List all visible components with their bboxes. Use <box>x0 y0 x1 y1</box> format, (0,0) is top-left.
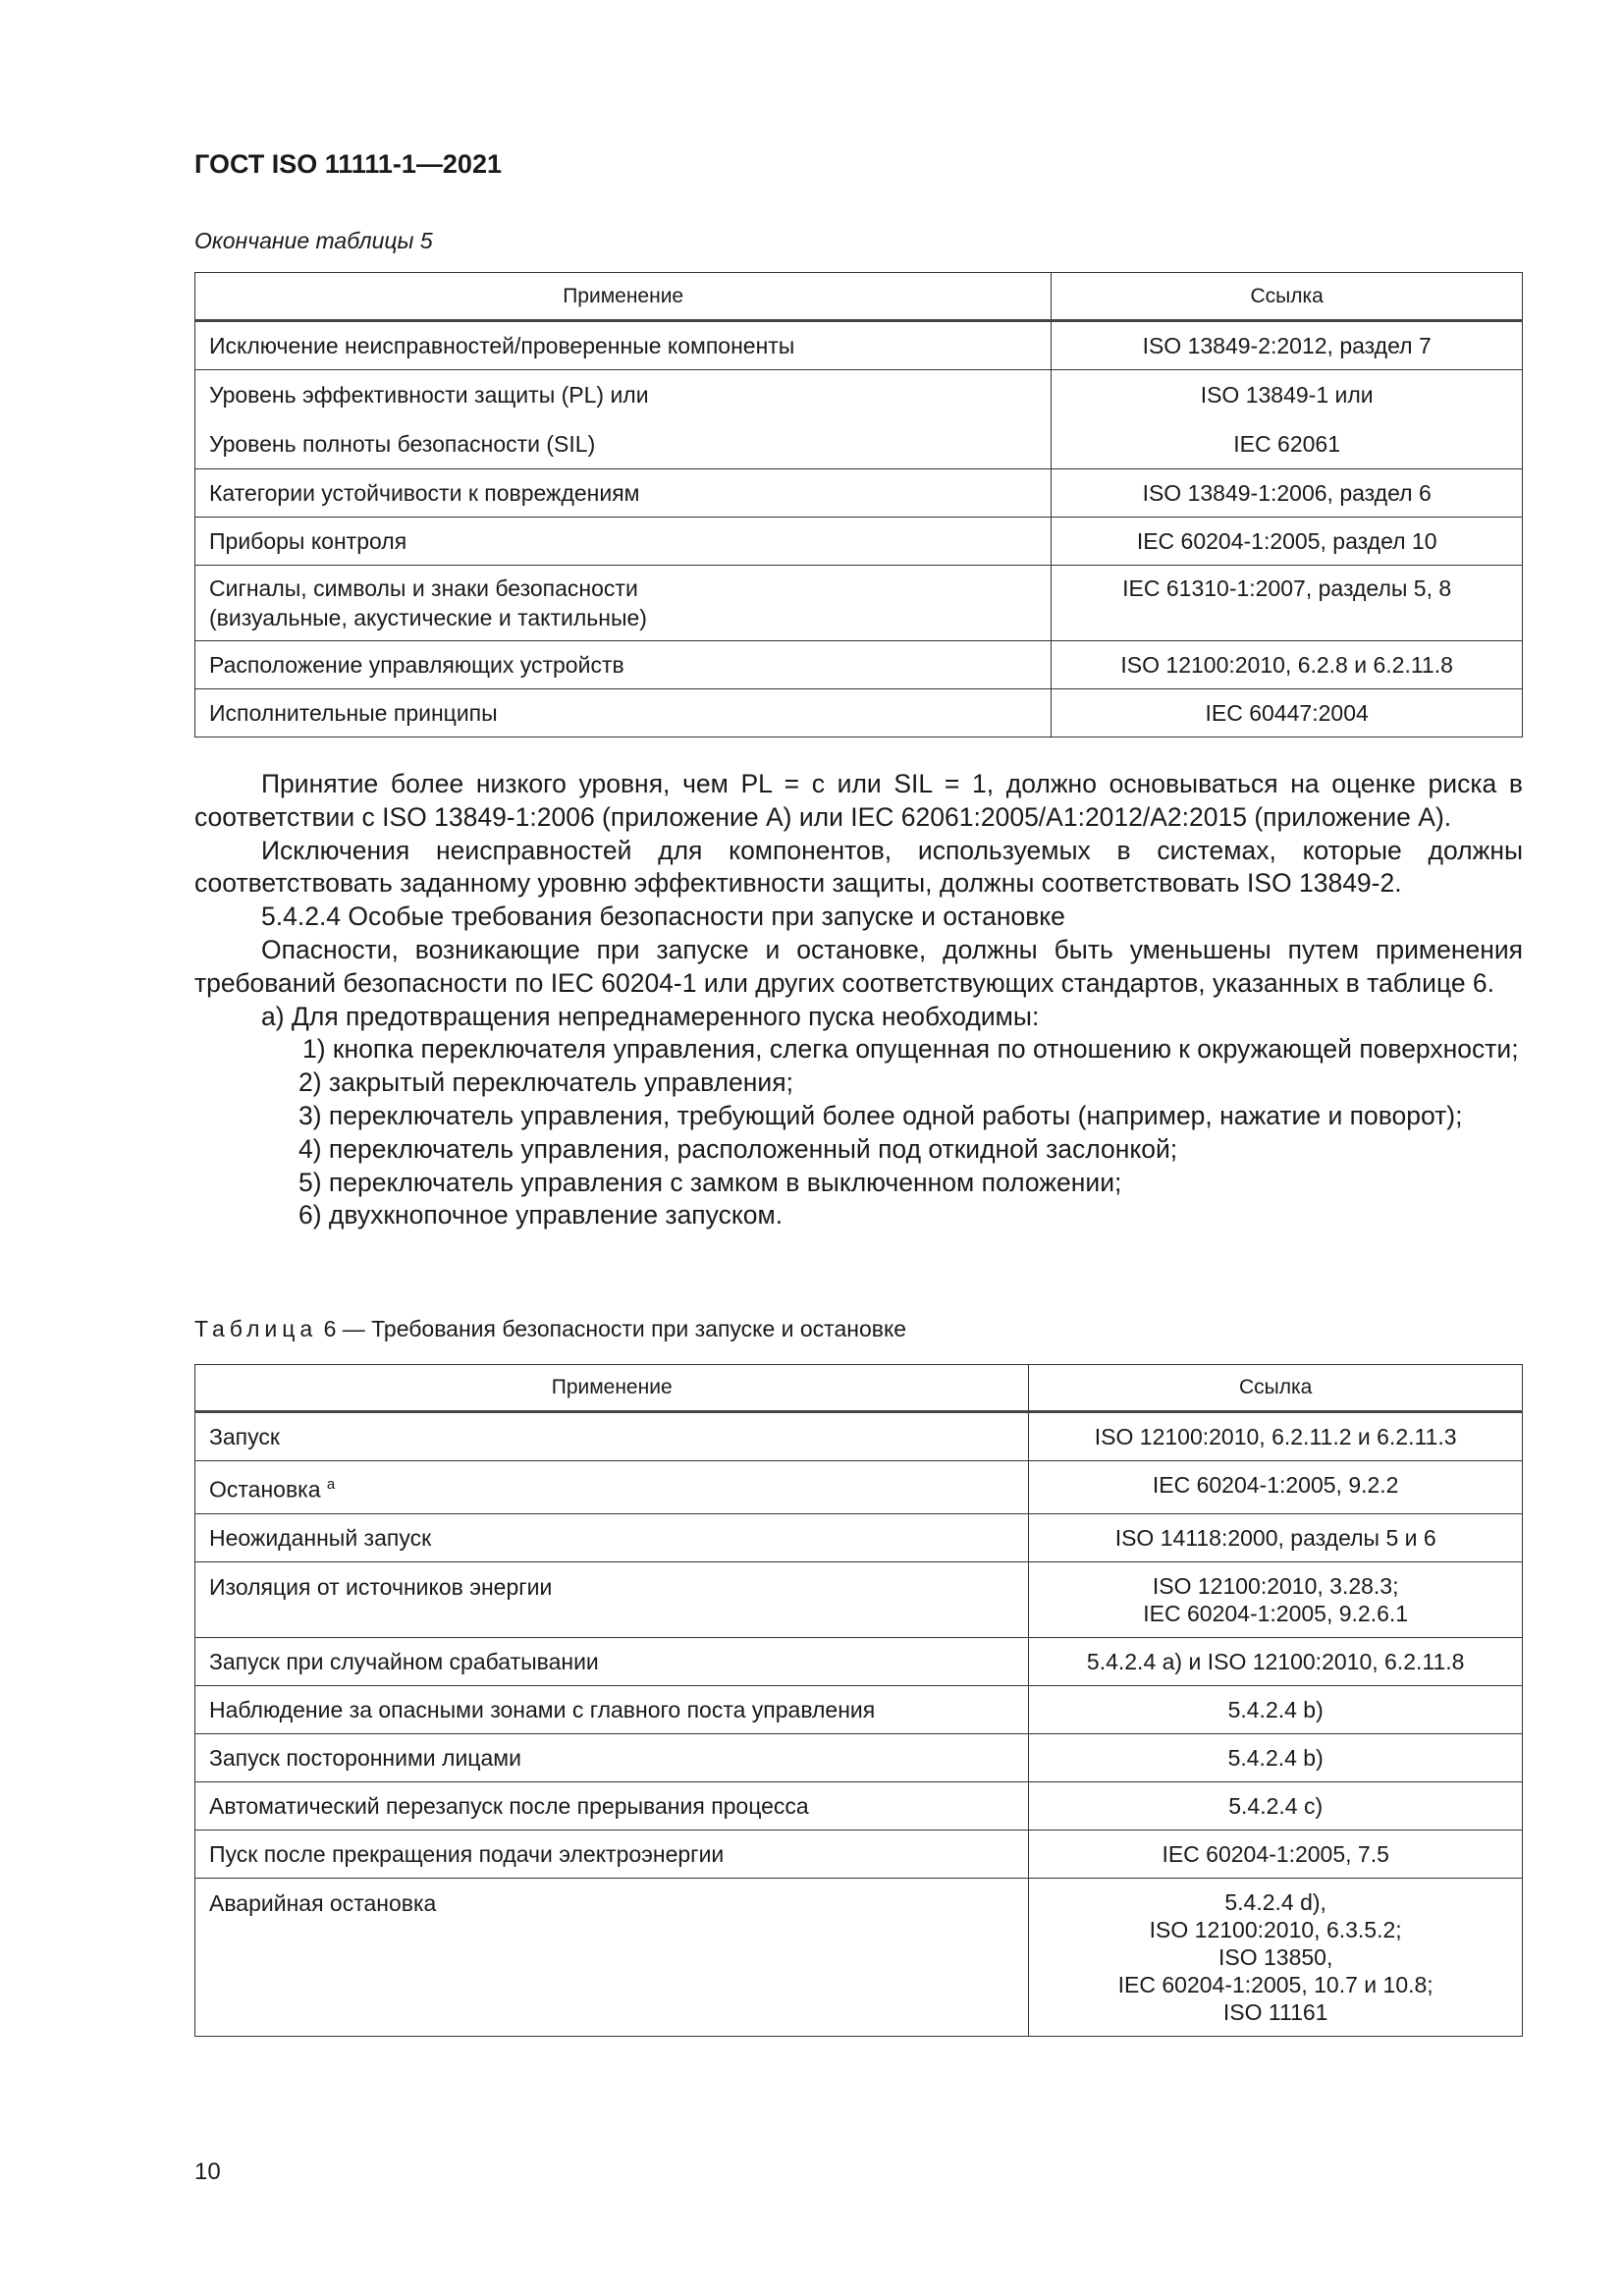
caption-title: 6 — Требования безопасности при запуске и остановке <box>317 1316 907 1341</box>
column-header: Применение <box>195 273 1052 321</box>
table-cell: Автоматический перезапуск после прерывания процесса <box>195 1781 1029 1830</box>
table-5 <box>194 272 1523 738</box>
column-header: Применение <box>195 1365 1029 1412</box>
list-item: 4) переключатель управления, расположенный под откидной заслонкой; <box>298 1133 1178 1164</box>
table-cell <box>195 566 1052 641</box>
list-item: 6) двухкнопочное управление запуском. <box>298 1200 784 1230</box>
table-cell <box>1052 370 1523 469</box>
table-row <box>195 1461 1523 1514</box>
cell-line: 5.4.2.4 d), <box>1224 1888 1326 1915</box>
cell-line: ISO 11161 <box>1222 1998 1328 2025</box>
table-cell: Запуск <box>195 1412 1029 1461</box>
cell-line: IEC 62061 <box>1233 431 1340 457</box>
table-cell <box>195 1461 1029 1514</box>
table-row <box>195 566 1523 641</box>
table-cell: IEC 60204-1:2005, 9.2.2 <box>1029 1461 1523 1514</box>
table-row <box>195 1830 1523 1878</box>
table-cell: Неожиданный запуск <box>195 1513 1029 1561</box>
table-cell: Расположение управляющих устройств <box>195 641 1052 689</box>
table-row <box>195 370 1523 469</box>
table-row <box>195 518 1523 566</box>
cell-line: ISO 12100:2010, 3.28.3; <box>1152 1572 1399 1599</box>
table-cell: Аварийная остановка <box>195 1878 1029 2036</box>
table-cell: IEC 60204-1:2005, раздел 10 <box>1052 518 1523 566</box>
table-cell <box>1029 1561 1523 1637</box>
column-header: Ссылка <box>1052 273 1523 321</box>
table-cell: ISO 13849-1:2006, раздел 6 <box>1052 469 1523 518</box>
paragraph: Принятие более низкого уровня, чем PL = с или SIL = 1, должно основываться на оценке риска в соответствии с ISO 13849-1:2006 (приложение А) или IEC 62061:2005/A1:2012/A2:2015 (приложение А). <box>194 769 1523 832</box>
list-item: 5) переключатель управления с замком в выключенном положении; <box>298 1167 1122 1197</box>
cell-line: ISO 13849-1 или <box>1200 382 1374 408</box>
table-header-row <box>195 273 1523 321</box>
footnote-marker: a <box>326 1476 336 1493</box>
table-6 <box>194 1364 1523 2037</box>
table-row <box>195 469 1523 518</box>
table-cell: IEC 61310-1:2007, разделы 5, 8 <box>1052 566 1523 641</box>
cell-line: (визуальные, акустические и тактильные) <box>209 605 647 630</box>
table-cell: Запуск при случайном срабатывании <box>195 1637 1029 1685</box>
body-text <box>194 768 1523 1232</box>
table-row <box>195 1781 1523 1830</box>
cell-line: Сигналы, символы и знаки безопасности <box>209 575 638 601</box>
table-cell: Исключение неисправностей/проверенные компоненты <box>195 321 1052 370</box>
table-row <box>195 1412 1523 1461</box>
table-cell: Запуск посторонними лицами <box>195 1733 1029 1781</box>
table-row <box>195 321 1523 370</box>
table-cell: 5.4.2.4 b) <box>1029 1685 1523 1733</box>
column-header: Ссылка <box>1029 1365 1523 1412</box>
table-row <box>195 1561 1523 1637</box>
table-cell: ISO 13849-2:2012, раздел 7 <box>1052 321 1523 370</box>
table-row <box>195 1637 1523 1685</box>
paragraph: Опасности, возникающие при запуске и остановке, должны быть уменьшены путем применения требований безопасности по IEC 60204-1 или других соответствующих стандартов, указанных в таблице 6. <box>194 934 1523 998</box>
table-cell: Пуск после прекращения подачи электроэнергии <box>195 1830 1029 1878</box>
table-row <box>195 641 1523 689</box>
table-cell: IEC 60447:2004 <box>1052 689 1523 738</box>
table-cell: 5.4.2.4 c) <box>1029 1781 1523 1830</box>
table-row <box>195 1733 1523 1781</box>
cell-line: IEC 60204-1:2005, 10.7 и 10.8; <box>1117 1971 1434 1997</box>
list-item: 3) переключатель управления, требующий более одной работы (например, нажатие и поворот); <box>298 1100 1463 1130</box>
table-cell: Категории устойчивости к повреждениям <box>195 469 1052 518</box>
table-cell: ISO 14118:2000, разделы 5 и 6 <box>1029 1513 1523 1561</box>
table-cell <box>1029 1878 1523 2036</box>
table-cell <box>195 370 1052 469</box>
list-intro: а) Для предотвращения непреднамеренного пуска необходимы: <box>261 1001 1040 1031</box>
list-item: 2) закрытый переключатель управления; <box>298 1067 793 1098</box>
table-row <box>195 1685 1523 1733</box>
table-cell: ISO 12100:2010, 6.2.8 и 6.2.11.8 <box>1052 641 1523 689</box>
table-cell: 5.4.2.4 а) и ISO 12100:2010, 6.2.11.8 <box>1029 1637 1523 1685</box>
list-item: 1) кнопка переключателя управления, слегка опущенная по отношению к окружающей поверхности; <box>302 1034 1519 1065</box>
table-row <box>195 689 1523 738</box>
caption-label: Таблица <box>194 1316 318 1341</box>
page-header: ГОСТ ISO 11111-1—2021 <box>194 149 502 179</box>
cell-line: Уровень полноты безопасности (SIL) <box>209 431 596 457</box>
cell-line: Уровень эффективности защиты (PL) или <box>209 382 649 408</box>
section-heading: 5.4.2.4 Особые требования безопасности при запуске и остановке <box>261 902 1065 932</box>
table-header-row <box>195 1365 1523 1412</box>
table-cell: Исполнительные принципы <box>195 689 1052 738</box>
page-number: 10 <box>194 2159 221 2185</box>
cell-line: ISO 13850, <box>1217 1943 1333 1970</box>
cell-text: Остановка <box>209 1476 327 1503</box>
table-cell: ISO 12100:2010, 6.2.11.2 и 6.2.11.3 <box>1029 1412 1523 1461</box>
table-cell: IEC 60204-1:2005, 7.5 <box>1029 1830 1523 1878</box>
cell-line: IEC 60204-1:2005, 9.2.6.1 <box>1143 1600 1409 1626</box>
paragraph: Исключения неисправностей для компонентов, используемых в системах, которые должны соответствовать заданному уровню эффективности защиты, должны соответствовать ISO 13849-2. <box>194 835 1523 899</box>
cell-line: ISO 12100:2010, 6.3.5.2; <box>1149 1916 1402 1942</box>
table5-caption: Окончание таблицы 5 <box>194 228 433 253</box>
table-row <box>195 1513 1523 1561</box>
table-cell: Наблюдение за опасными зонами с главного поста управления <box>195 1685 1029 1733</box>
table-cell: 5.4.2.4 b) <box>1029 1733 1523 1781</box>
table-row <box>195 1878 1523 2036</box>
table-cell: Приборы контроля <box>195 518 1052 566</box>
table6-caption <box>194 1316 906 1342</box>
table-cell: Изоляция от источников энергии <box>195 1561 1029 1637</box>
